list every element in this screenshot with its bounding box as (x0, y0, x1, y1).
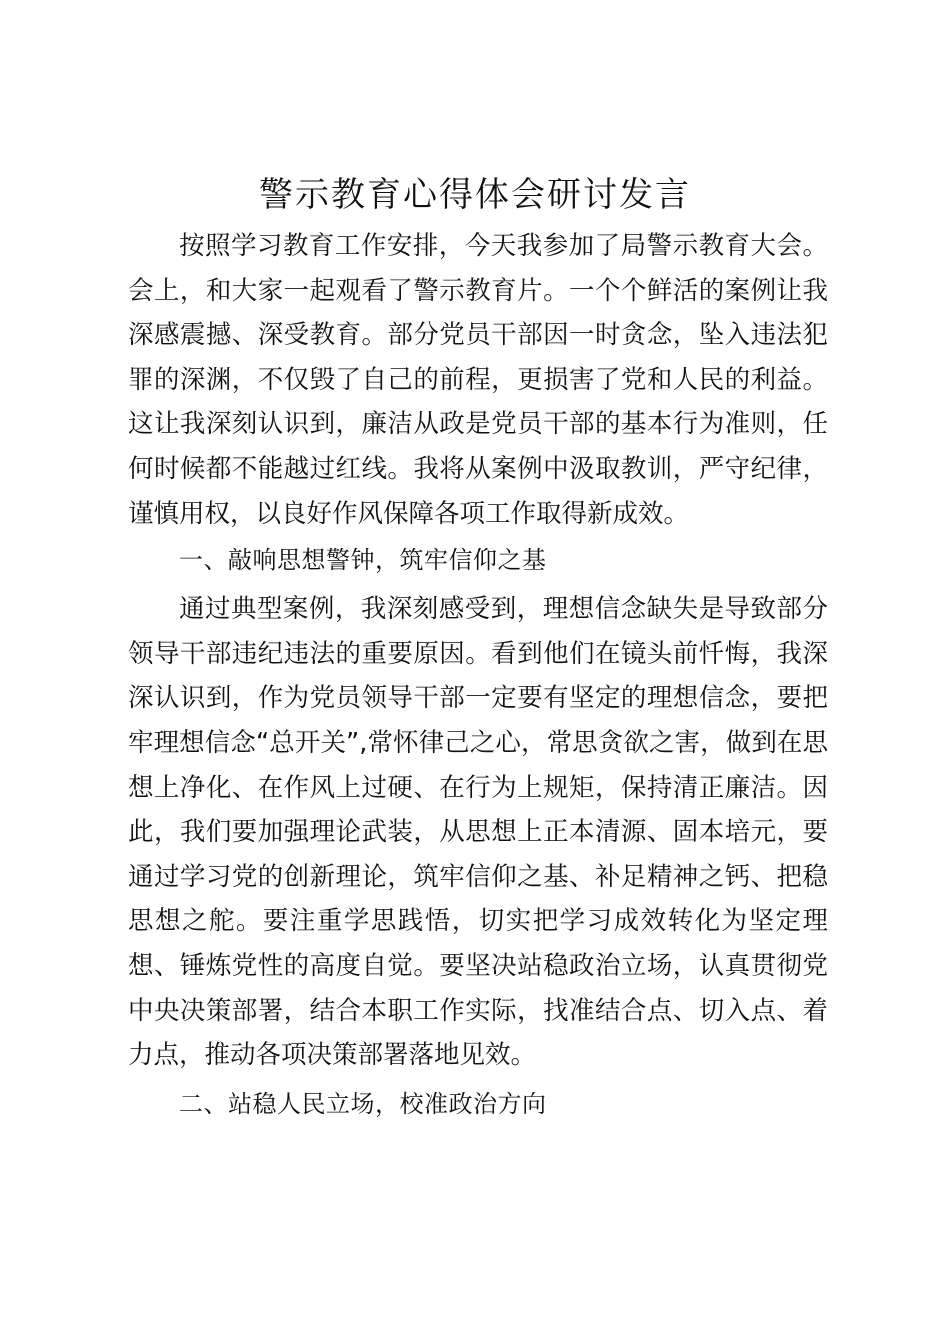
document-title: 警示教育心得体会研讨发言 (259, 175, 691, 215)
intro-paragraph: 按照学习教育工作安排，今天我参加了局警示教育大会。会上，和大家一起观看了警示教育片。一个个鲜活的案例让我深感震撼、深受教育。部分党员干部因一时贪念，坠入违法犯罪的深渊，不仅毁了自己的前程，更损害了党和人民的利益。这让我深刻认识到，廉洁从政是党员干部的基本行为准则，任何时候都不能越过红线。我将从案例中汲取教训，严守纪律，谨慎用权，以良好作风保障各项工作取得新成效。 (128, 231, 828, 529)
section-1-paragraph: 通过典型案例，我深刻感受到，理想信念缺失是导致部分领导干部违纪违法的重要原因。看到他们在镜头前忏悔，我深深认识到，作为党员领导干部一定要有坚定的理想信念，要把牢理想信念“总开关”,常怀律己之心，常思贪欲之害，做到在思想上净化、在作风上过硬、在行为上规矩，保持清正廉洁。因此，我们要加强理论武装，从思想上正本清源、固本培元，要通过学习党的创新理论，筑牢信仰之基、补足精神之钙、把稳思想之舵。要注重学思践悟，切实把学习成效转化为坚定理想、锤炼党性的高度自觉。要坚决站稳政治立场，认真贯彻党中央决策部署，结合本职工作实际，找准结合点、切入点、着力点，推动各项决策部署落地见效。 (128, 594, 828, 1071)
section-heading-1: 一、敲响思想警钟，筑牢信仰之基 (179, 546, 547, 575)
section-heading-2: 二、站稳人民立场，校准政治方向 (179, 1089, 547, 1118)
document-body (128, 224, 828, 1131)
